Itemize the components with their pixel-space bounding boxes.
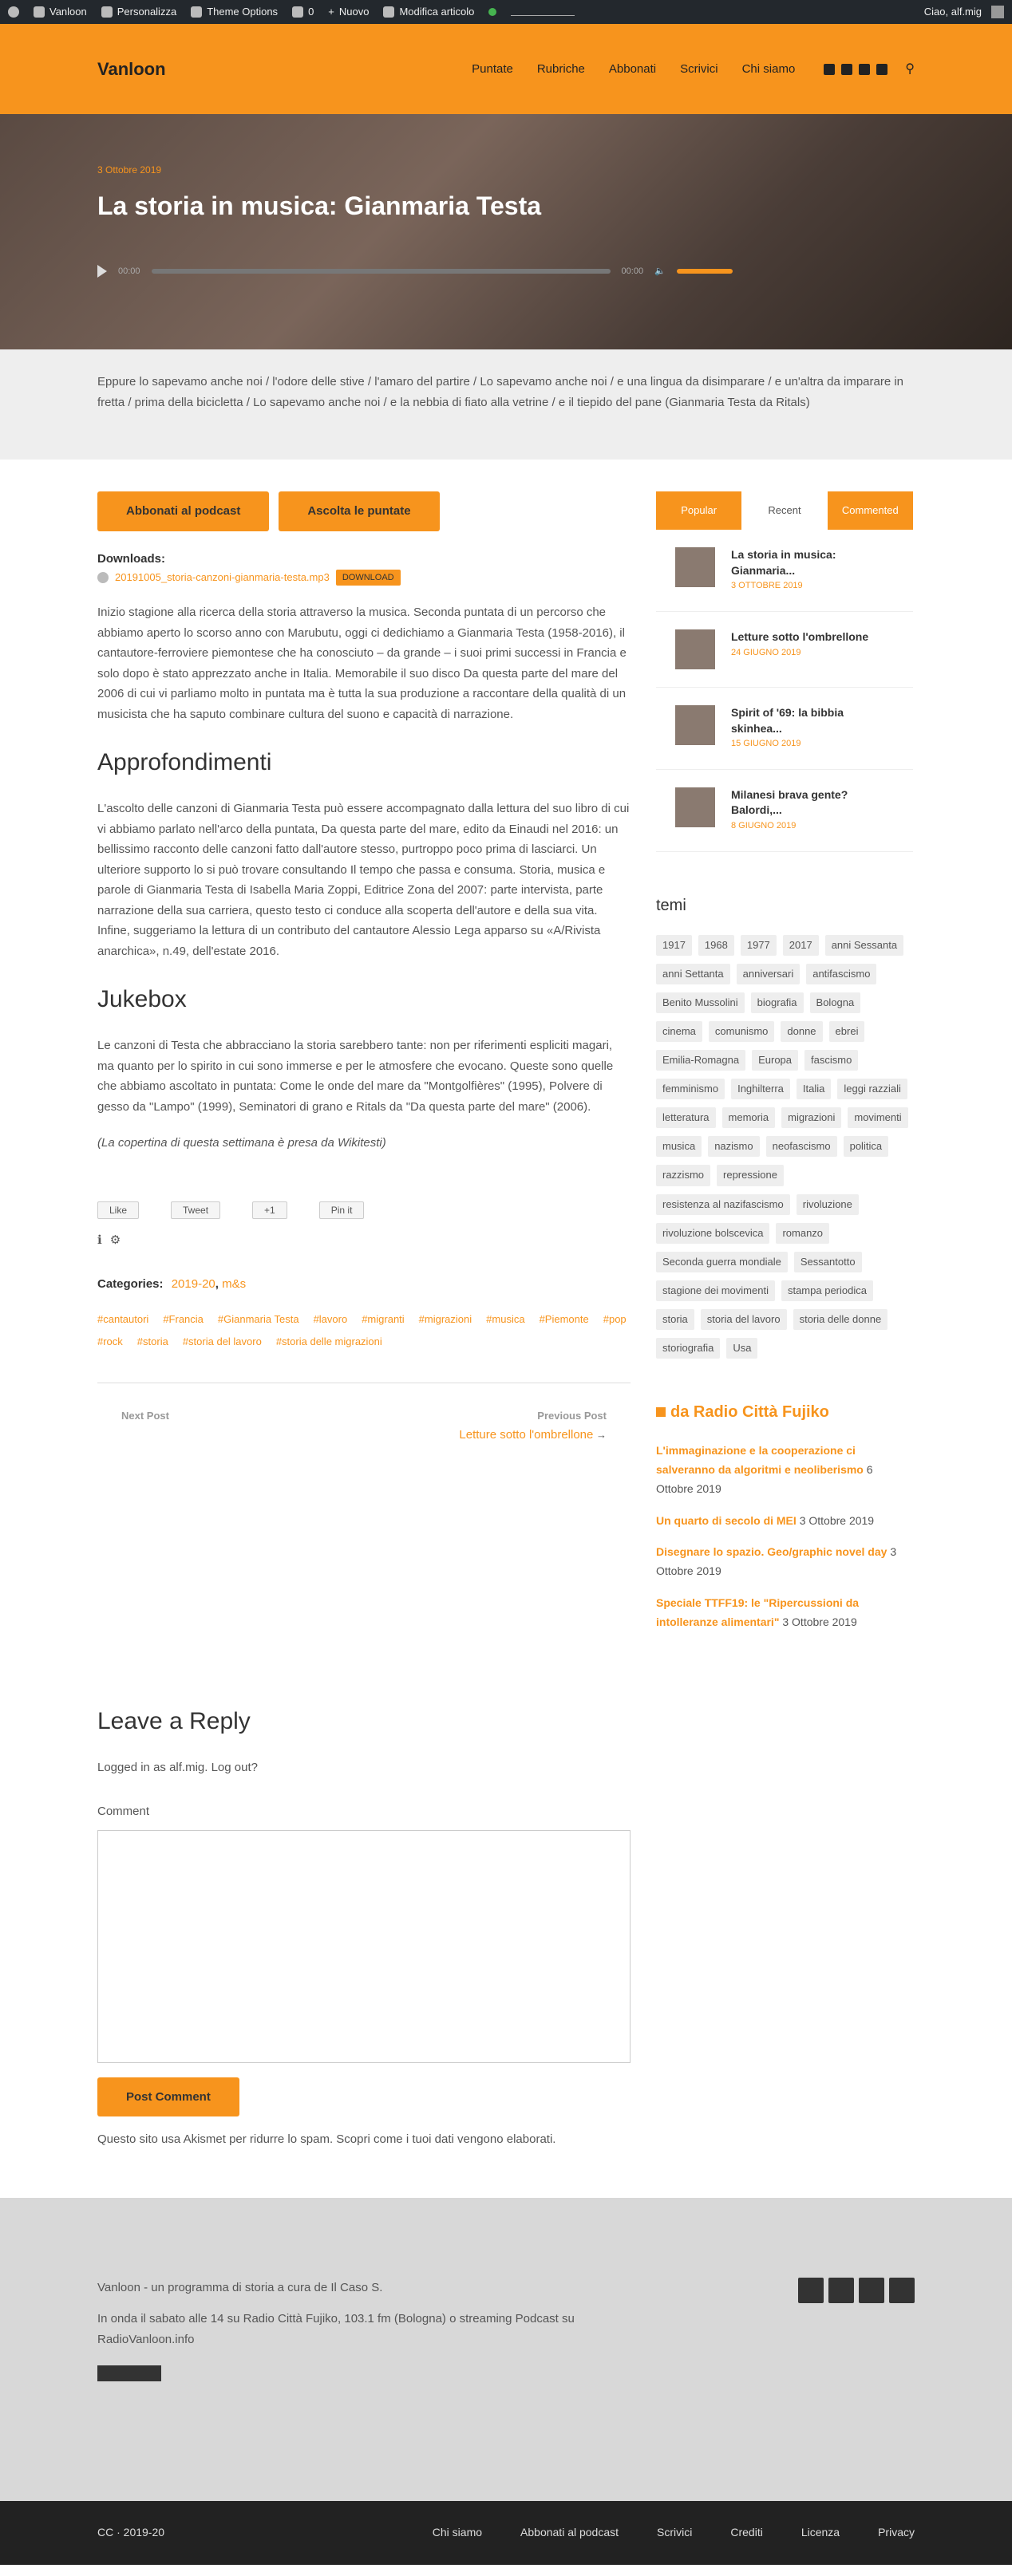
tab-popular[interactable]: Popular: [656, 491, 741, 530]
listen-episodes-button[interactable]: Ascolta le puntate: [279, 491, 439, 531]
post-thumbnail[interactable]: [675, 705, 715, 745]
radio-item-date: 3 Ottobre 2019: [656, 1545, 897, 1578]
sidebar-tabs: [656, 491, 913, 530]
tag-cloud-item[interactable]: comunismo: [709, 1021, 774, 1042]
admin-bar: [0, 0, 1012, 24]
brush-icon: [101, 6, 113, 18]
radio-item: [656, 1543, 913, 1581]
bottom-bar: [0, 2501, 1012, 2565]
paragraph-intro: Inizio stagione alla ricerca della storia attraverso la musica. Seconda puntata di un percorso che abbiamo aperto lo scorso anno con Marubutu, oggi ci dedichiamo a Gianmaria Testa (1958-2016), il cantautore-ferroviere piemontese che ha conosciuto – da grande – i suoi primi successi in Francia e solo dopo è stato apprezzato anche in Italia. Memorabile il suo disco Da questa parte del mare del 2006 di cui vi parliamo molto in puntata ma è tutta la sua produzione a raccontare della qualità di un musicista che ha saputo combinare cultura del suono e capacità di narrazione.: [97, 606, 627, 721]
tag-cloud-item[interactable]: repressione: [717, 1165, 784, 1185]
temi-title: temi: [656, 896, 686, 914]
tag-cloud-item[interactable]: neofascismo: [766, 1136, 837, 1157]
twitter-icon[interactable]: [889, 2278, 915, 2303]
tag-cloud-item[interactable]: Italia: [797, 1079, 831, 1099]
arrow-right-icon: →: [596, 1429, 607, 1442]
footer-link[interactable]: Scrivici: [657, 2525, 693, 2539]
tag-cloud-item[interactable]: Inghilterra: [731, 1079, 790, 1099]
tag-cloud-item[interactable]: stagione dei movimenti: [656, 1280, 775, 1301]
admin-new[interactable]: [328, 3, 369, 21]
volume-slider[interactable]: [677, 269, 733, 274]
footer-link[interactable]: Licenza: [801, 2525, 840, 2539]
heading-jukebox: Jukebox: [97, 986, 187, 1013]
time-total: 00:00: [621, 266, 644, 276]
comment-label: Comment: [97, 1805, 150, 1818]
admin-comments[interactable]: [292, 3, 314, 21]
comment-form: [0, 1701, 1012, 2150]
post-comment-button[interactable]: Post Comment: [97, 2077, 239, 2117]
tag-cloud-item[interactable]: Bologna: [810, 992, 861, 1013]
tag-cloud-item[interactable]: nazismo: [708, 1136, 759, 1157]
radio-item: [656, 1442, 913, 1498]
site-header: [0, 24, 1012, 114]
search-icon[interactable]: ⚲: [905, 61, 915, 76]
tag-cloud-item[interactable]: migrazioni: [781, 1107, 841, 1128]
tag-cloud-item[interactable]: ebrei: [829, 1021, 865, 1042]
footer-social: [798, 2278, 915, 2501]
main-nav: [472, 58, 915, 80]
nav-chi-siamo[interactable]: Chi siamo: [741, 61, 796, 76]
paragraph-approfondimenti: L'ascolto delle canzoni di Gianmaria Testa può essere accompagnato dalla lettura del suo libro di cui vi abbiamo parlato nell'arco della puntata, Da questa parte del mare, edito da Einaudi nel 2016: un bellissimo racconto delle canzoni fatto dall'autore stesso, purtroppo poco prima di lasciarci. Un ulteriore supporto lo si può trovare consultando Il tempo che passa e consuma. Storia, musica e parole di Gianmaria Testa di Isabella Maria Zoppi, Editrice Zona del 2007: parte intervista, parte narrazione della sua carriera, questo testo ci conduce alla scoperta dell'autore e della sua vita. Infine, suggeriamo la lettura di un contributo del cantautore Alessio Lega apparso su «A/Rivista anarchica», n.49, dell'estate 2016.: [97, 802, 630, 958]
tag-link[interactable]: #musica: [486, 1312, 525, 1325]
email-icon[interactable]: [824, 64, 835, 75]
gear-icon[interactable]: ⚙: [109, 1233, 121, 1247]
admin-user-label: Ciao, alf.mig: [923, 5, 982, 18]
tag-cloud-item[interactable]: storia del lavoro: [701, 1309, 787, 1330]
nav-puntate[interactable]: Puntate: [472, 61, 513, 76]
tag-cloud-item[interactable]: anni Sessanta: [825, 935, 903, 956]
next-post-label: Next Post: [121, 1410, 169, 1422]
facebook-icon[interactable]: [859, 64, 870, 75]
tag-cloud-item[interactable]: rivoluzione: [797, 1194, 859, 1215]
tag-cloud-item[interactable]: romanzo: [776, 1223, 829, 1244]
tag-cloud-item[interactable]: fascismo: [804, 1050, 858, 1071]
category-link[interactable]: m&s: [222, 1277, 247, 1292]
tag-link[interactable]: #migrazioni: [418, 1312, 472, 1325]
facebook-icon[interactable]: [859, 2278, 884, 2303]
logged-in-text[interactable]: Logged in as alf.mig. Log out?: [97, 1760, 258, 1774]
tag-cloud-item[interactable]: anni Settanta: [656, 964, 730, 984]
radio-item-date: 3 Ottobre 2019: [799, 1513, 875, 1527]
popular-post-date: 24 GIUGNO 2019: [731, 647, 801, 657]
radio-item-link[interactable]: Un quarto di secolo di MEI: [656, 1513, 797, 1527]
tag-cloud-item[interactable]: Emilia-Romagna: [656, 1050, 745, 1071]
paragraph-cover-credit: (La copertina di questa settimana è presa da Wikitesti): [97, 1136, 386, 1150]
tag-cloud-item[interactable]: Usa: [726, 1338, 757, 1359]
popular-post-title[interactable]: Spirit of '69: la bibbia skinhea...: [731, 705, 844, 735]
tag-cloud-item[interactable]: storiografia: [656, 1338, 720, 1359]
avatar: [991, 6, 1004, 18]
tag-cloud-item[interactable]: 2017: [783, 935, 819, 956]
tag-cloud-item[interactable]: donne: [781, 1021, 822, 1042]
site-logo[interactable]: Vanloon: [97, 58, 166, 79]
tag-cloud-item[interactable]: storia delle donne: [793, 1309, 888, 1330]
tab-commented[interactable]: Commented: [828, 491, 913, 530]
radio-item-link[interactable]: L'immaginazione e la cooperazione ci salveranno da algoritmi e neoliberismo: [656, 1444, 864, 1476]
tag-link[interactable]: #storia delle migrazioni: [275, 1335, 382, 1348]
tag-cloud-item[interactable]: 1968: [698, 935, 734, 956]
tag-cloud-item[interactable]: Benito Mussolini: [656, 992, 745, 1013]
categories-label: Categories:: [97, 1277, 164, 1292]
tag-link[interactable]: #Piemonte: [539, 1312, 589, 1325]
radio-feed: [656, 1398, 913, 1631]
popular-post-title[interactable]: Letture sotto l'ombrellone: [731, 629, 869, 643]
tweet-button[interactable]: Tweet: [171, 1201, 220, 1219]
tag-cloud-item[interactable]: resistenza al nazifascismo: [656, 1194, 790, 1215]
cc-license-badge[interactable]: [97, 2365, 161, 2381]
popular-post-item[interactable]: [656, 530, 913, 612]
tag-cloud-item[interactable]: 1977: [741, 935, 777, 956]
tag-cloud-item[interactable]: cinema: [656, 1021, 702, 1042]
tag-cloud-item[interactable]: Seconda guerra mondiale: [656, 1252, 788, 1272]
pencil-icon: [383, 6, 394, 18]
tag-link[interactable]: #lavoro: [313, 1312, 348, 1325]
tag-cloud-item[interactable]: letteratura: [656, 1107, 716, 1128]
play-icon[interactable]: [97, 265, 107, 278]
gplus-button[interactable]: +1: [252, 1201, 287, 1219]
page-title: La storia in musica: Gianmaria Testa: [97, 191, 542, 221]
tag-list: [97, 1311, 631, 1351]
tab-recent[interactable]: Recent: [768, 504, 801, 516]
post-thumbnail[interactable]: [675, 629, 715, 669]
plus-icon: +: [328, 5, 334, 18]
download-file-icon: [97, 572, 109, 583]
admin-theme-label: Theme Options: [207, 5, 279, 18]
audio-player: [97, 264, 915, 279]
twitter-icon[interactable]: [876, 64, 887, 75]
footer-link[interactable]: Chi siamo: [432, 2525, 483, 2539]
tag-link[interactable]: #rock: [97, 1335, 123, 1348]
tag-cloud: [656, 935, 913, 1359]
volume-icon[interactable]: 🔈: [654, 266, 666, 276]
audio-progress-track[interactable]: [152, 269, 611, 274]
wordpress-icon[interactable]: [8, 6, 19, 18]
tag-cloud-item[interactable]: musica: [656, 1136, 702, 1157]
home-icon: [34, 6, 45, 18]
tag-link[interactable]: #pop: [603, 1312, 627, 1325]
downloads-title: Downloads:: [97, 551, 165, 566]
pinterest-button[interactable]: Pin it: [319, 1201, 365, 1219]
site-footer: [0, 2198, 1012, 2501]
tag-cloud-item[interactable]: anniversari: [737, 964, 801, 984]
download-link[interactable]: 20191005_storia-canzoni-gianmaria-testa.mp3: [115, 571, 330, 583]
post-thumbnail[interactable]: [675, 547, 715, 587]
time-current: 00:00: [118, 266, 140, 276]
epigraph-quote: Eppure lo sapevamo anche noi / l'odore delle stive / l'amaro del partire / Lo sapevamo anche noi / e una lingua da disimparare / e un'altra da imparare in fretta / prima della bicicletta / Lo sapevamo anche noi / e la nebbia di fiato alla vetrine / e il tiepido del pane (Gianmaria Testa da Ritals): [0, 349, 1012, 460]
tag-cloud-item[interactable]: leggi razziali: [837, 1079, 907, 1099]
nav-scrivici[interactable]: Scrivici: [680, 61, 718, 76]
admin-user[interactable]: [924, 3, 1004, 21]
admin-site[interactable]: [34, 3, 87, 21]
admin-theme-options[interactable]: [191, 3, 278, 21]
social-icons: [824, 58, 915, 80]
tag-link[interactable]: #storia: [136, 1335, 168, 1348]
radio-item-link[interactable]: Disegnare lo spazio. Geo/graphic novel day: [656, 1545, 887, 1559]
tag-cloud-item[interactable]: femminismo: [656, 1079, 725, 1099]
tag-link[interactable]: #cantautori: [97, 1312, 149, 1325]
download-badge[interactable]: DOWNLOAD: [336, 570, 401, 586]
radio-item: [656, 1512, 913, 1531]
status-dot-icon: [488, 8, 496, 16]
stats-sparkline-icon[interactable]: [511, 8, 575, 16]
post-content: [97, 491, 631, 1645]
facebook-like-button[interactable]: Like: [97, 1201, 139, 1219]
subscribe-podcast-button[interactable]: Abbonati al podcast: [97, 491, 269, 531]
footer-link[interactable]: Crediti: [730, 2525, 763, 2539]
nav-rubriche[interactable]: Rubriche: [536, 61, 585, 76]
admin-comments-count: 0: [308, 5, 314, 18]
reply-title: Leave a Reply: [97, 1707, 251, 1734]
tag-cloud-item[interactable]: stampa periodica: [781, 1280, 873, 1301]
post-thumbnail[interactable]: [675, 787, 715, 827]
rss-icon[interactable]: [828, 2278, 854, 2303]
download-row: [97, 569, 631, 586]
tag-cloud-item[interactable]: Sessantotto: [794, 1252, 862, 1272]
radio-title: da Radio Città Fujiko: [670, 1403, 829, 1422]
popular-post-item[interactable]: [656, 688, 913, 770]
nav-abbonati[interactable]: Abbonati: [608, 61, 657, 76]
rss-icon[interactable]: [841, 64, 852, 75]
share-bar: [97, 1201, 631, 1219]
heading-approfondimenti: Approfondimenti: [97, 749, 272, 776]
comment-textarea[interactable]: [97, 1830, 631, 2063]
admin-edit-label: Modifica articolo: [399, 5, 475, 18]
footer-nav: [433, 2523, 915, 2542]
footer-line-2: In onda il sabato alle 14 su Radio Città Fujiko, 103.1 fm (Bologna) o streaming Podcast su RadioVanloon.info: [97, 2312, 575, 2346]
post-navigation: [97, 1383, 631, 1446]
footer-line-1: Vanloon - un programma di storia a cura de Il Caso S.: [97, 2280, 383, 2294]
popular-post-item[interactable]: [656, 770, 913, 852]
tag-cloud-item[interactable]: politica: [844, 1136, 888, 1157]
previous-post-link[interactable]: Letture sotto l'ombrellone: [459, 1428, 594, 1442]
admin-customize[interactable]: [101, 3, 176, 21]
popular-post-date: 8 GIUGNO 2019: [731, 821, 797, 831]
akismet-notice: Questo sito usa Akismet per ridurre lo spam. Scopri come i tuoi dati vengono elaborati.: [97, 2132, 556, 2146]
tag-cloud-item[interactable]: razzismo: [656, 1165, 710, 1185]
tag-link[interactable]: #Francia: [163, 1312, 204, 1325]
radio-item-date: 6 Ottobre 2019: [656, 1462, 873, 1495]
tag-link[interactable]: #storia del lavoro: [182, 1335, 262, 1348]
popular-post-item[interactable]: [656, 612, 913, 688]
admin-edit[interactable]: [383, 3, 474, 21]
tag-cloud-item[interactable]: antifascismo: [806, 964, 876, 984]
theme-icon: [191, 6, 202, 18]
paragraph-jukebox: Le canzoni di Testa che abbracciano la storia sarebbero tante: non per riferimenti espliciti magari, ma quanto per lo spirito in cui sono immerse e per le atmosfere che evocano. Queste sono quelle che abbiamo ascoltato in puntata: Come le onde del mare da "Montgolfières" (1995), Polvere di gesso da "Lampo" (1999), Seminatori di grano e Ritals da "Da questa parte del mare" (2006).: [97, 1039, 614, 1114]
radio-item: [656, 1594, 913, 1632]
tag-link[interactable]: #migranti: [362, 1312, 405, 1325]
tag-cloud-item[interactable]: storia: [656, 1309, 694, 1330]
footer-link[interactable]: Privacy: [878, 2525, 915, 2539]
tag-cloud-item[interactable]: Europa: [752, 1050, 798, 1071]
tag-cloud-item[interactable]: biografia: [751, 992, 804, 1013]
footer-link[interactable]: Abbonati al podcast: [520, 2525, 619, 2539]
radio-item-date: 3 Ottobre 2019: [782, 1615, 857, 1628]
radio-item-link[interactable]: Speciale TTFF19: le "Ripercussioni da intolleranze alimentari": [656, 1596, 860, 1628]
popular-post-title[interactable]: La storia in musica: Gianmaria...: [731, 548, 836, 577]
email-icon[interactable]: [798, 2278, 824, 2303]
tag-cloud-item[interactable]: memoria: [722, 1107, 776, 1128]
popular-post-date: 3 OTTOBRE 2019: [731, 581, 803, 591]
popular-post-date: 15 GIUGNO 2019: [731, 739, 801, 749]
tag-link[interactable]: #Gianmaria Testa: [217, 1312, 299, 1325]
categories: Categories: 2019-20, m&s: [97, 1277, 247, 1292]
comment-icon: [292, 6, 303, 18]
tag-cloud-item[interactable]: 1917: [656, 935, 692, 956]
admin-new-label: Nuovo: [338, 5, 370, 18]
post-date: 3 Ottobre 2019: [97, 164, 162, 176]
admin-customize-label: Personalizza: [117, 5, 177, 18]
admin-site-label: Vanloon: [49, 5, 87, 18]
hero-banner: [0, 114, 1012, 349]
rss-icon: [656, 1407, 666, 1417]
info-icon[interactable]: ℹ: [97, 1233, 102, 1247]
tag-cloud-item[interactable]: rivoluzione bolscevica: [656, 1223, 769, 1244]
sidebar: [656, 491, 913, 1645]
copyright: CC · 2019-20: [97, 2525, 165, 2539]
tag-cloud-item[interactable]: movimenti: [848, 1107, 907, 1128]
previous-post-label: Previous Post: [537, 1410, 607, 1422]
popular-post-title[interactable]: Milanesi brava gente? Balordi,...: [731, 787, 848, 817]
category-link[interactable]: 2019-20: [171, 1277, 215, 1292]
